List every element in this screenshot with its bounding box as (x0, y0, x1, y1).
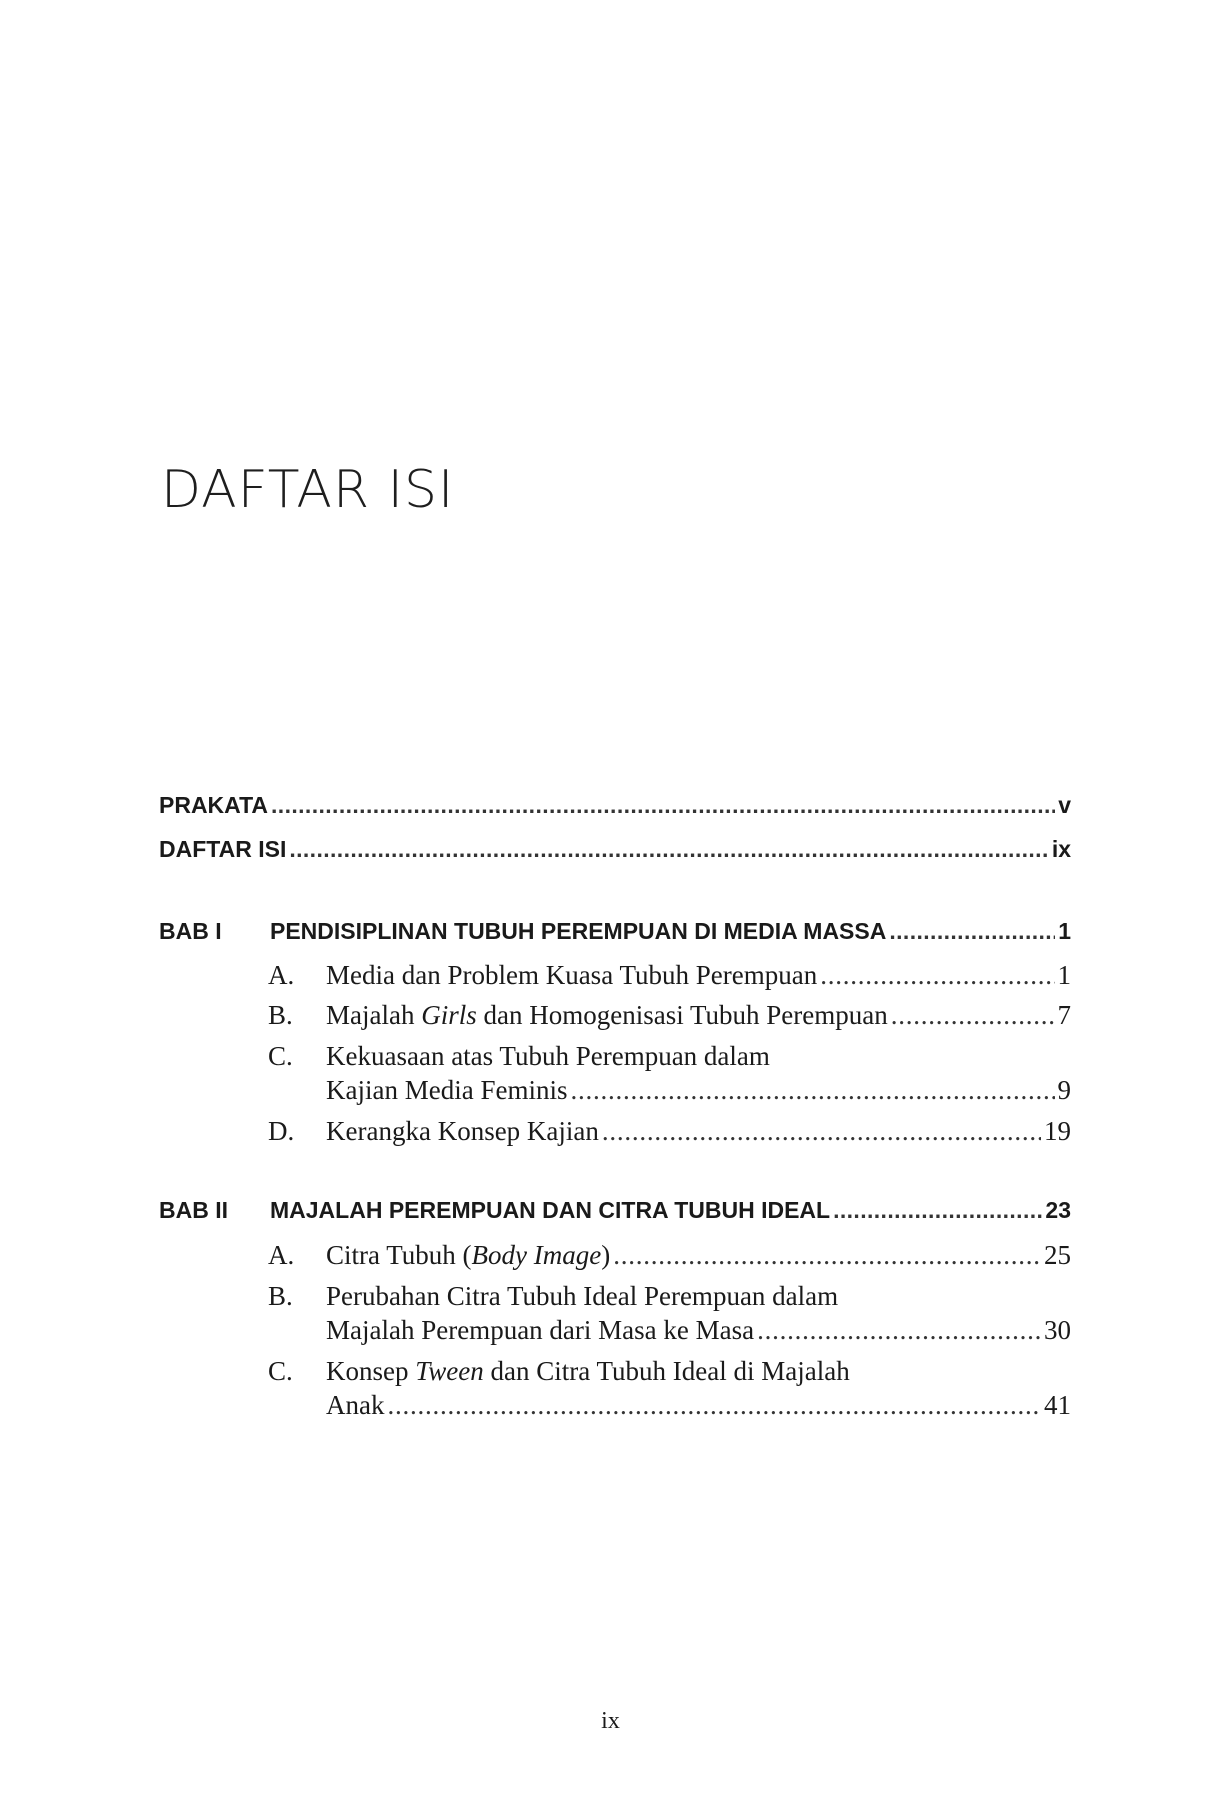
italic-title: Body Image (471, 1240, 602, 1270)
section-title-line1: Kekuasaan atas Tubuh Perempuan dalam (326, 1041, 770, 1071)
section-title: Majalah Girls dan Homogenisasi Tubuh Perempuan (326, 1000, 888, 1030)
dot-leader (833, 1197, 1042, 1224)
toc-entry-daftar-isi[interactable] (159, 836, 1071, 876)
section-letter: A. (268, 1240, 295, 1270)
dot-leader (602, 1116, 1041, 1147)
toc-section-2c-line2[interactable] (159, 1390, 1071, 1430)
dot-leader (387, 1390, 1041, 1421)
section-title-line2: Anak (326, 1390, 385, 1420)
italic-title: Tween (415, 1356, 484, 1386)
chapter-page: 23 (1045, 1197, 1071, 1223)
chapter-number: BAB II (159, 1197, 228, 1223)
section-page: 7 (1057, 1000, 1071, 1030)
section-page: 25 (1044, 1240, 1071, 1270)
section-title-line1: Perubahan Citra Tubuh Ideal Perempuan dalam (326, 1281, 839, 1311)
toc-entry-label: PRAKATA (159, 792, 269, 818)
chapter-page: 1 (1058, 918, 1071, 944)
section-letter: C. (268, 1356, 293, 1386)
section-letter: A. (268, 960, 295, 990)
toc-entry-page: ix (1051, 836, 1071, 862)
section-page: 41 (1044, 1390, 1071, 1420)
dot-leader (820, 960, 1054, 991)
section-letter: C. (268, 1041, 293, 1071)
dot-leader (570, 1075, 1054, 1106)
section-page: 30 (1044, 1315, 1071, 1345)
toc-entry-prakata[interactable] (159, 792, 1071, 832)
page-title: DAFTAR ISI (161, 460, 455, 520)
section-title-line1: Konsep Tween dan Citra Tubuh Ideal di Majalah (326, 1356, 850, 1386)
section-title: Kerangka Konsep Kajian (326, 1116, 599, 1146)
toc-entry-label: DAFTAR ISI (159, 836, 287, 862)
dot-leader (891, 1000, 1055, 1031)
toc-section-1b[interactable] (159, 1000, 1071, 1040)
section-letter: D. (268, 1116, 295, 1146)
section-title: Media dan Problem Kuasa Tubuh Perempuan (326, 960, 818, 990)
section-title-line2: Kajian Media Feminis (326, 1075, 568, 1105)
section-page: 19 (1044, 1116, 1071, 1146)
chapter-title: PENDISIPLINAN TUBUH PEREMPUAN DI MEDIA MASSA (270, 918, 887, 944)
section-letter: B. (268, 1281, 293, 1311)
chapter-number: BAB I (159, 918, 222, 944)
dot-leader (613, 1240, 1041, 1271)
toc-section-2b-line2[interactable] (159, 1315, 1071, 1355)
dot-leader (271, 792, 1055, 819)
dot-leader (757, 1315, 1041, 1346)
toc-entry-page: v (1058, 792, 1071, 818)
section-page: 9 (1057, 1075, 1071, 1105)
section-title-line2: Majalah Perempuan dari Masa ke Masa (326, 1315, 755, 1345)
toc-chapter-1[interactable] (159, 918, 1071, 958)
toc-section-1a[interactable] (159, 960, 1071, 1000)
toc-section-1d[interactable] (159, 1116, 1071, 1156)
section-title: Citra Tubuh (Body Image) (326, 1240, 611, 1270)
italic-title: Girls (421, 1000, 477, 1030)
toc-section-1c-line2[interactable] (159, 1075, 1071, 1115)
section-letter: B. (268, 1000, 293, 1030)
page-number-footer: ix (601, 1708, 620, 1734)
toc-chapter-2[interactable] (159, 1197, 1071, 1237)
dot-leader (889, 918, 1055, 945)
section-page: 1 (1057, 960, 1071, 990)
toc-section-2a[interactable] (159, 1240, 1071, 1280)
dot-leader (289, 836, 1048, 863)
chapter-title: MAJALAH PEREMPUAN DAN CITRA TUBUH IDEAL (270, 1197, 831, 1223)
